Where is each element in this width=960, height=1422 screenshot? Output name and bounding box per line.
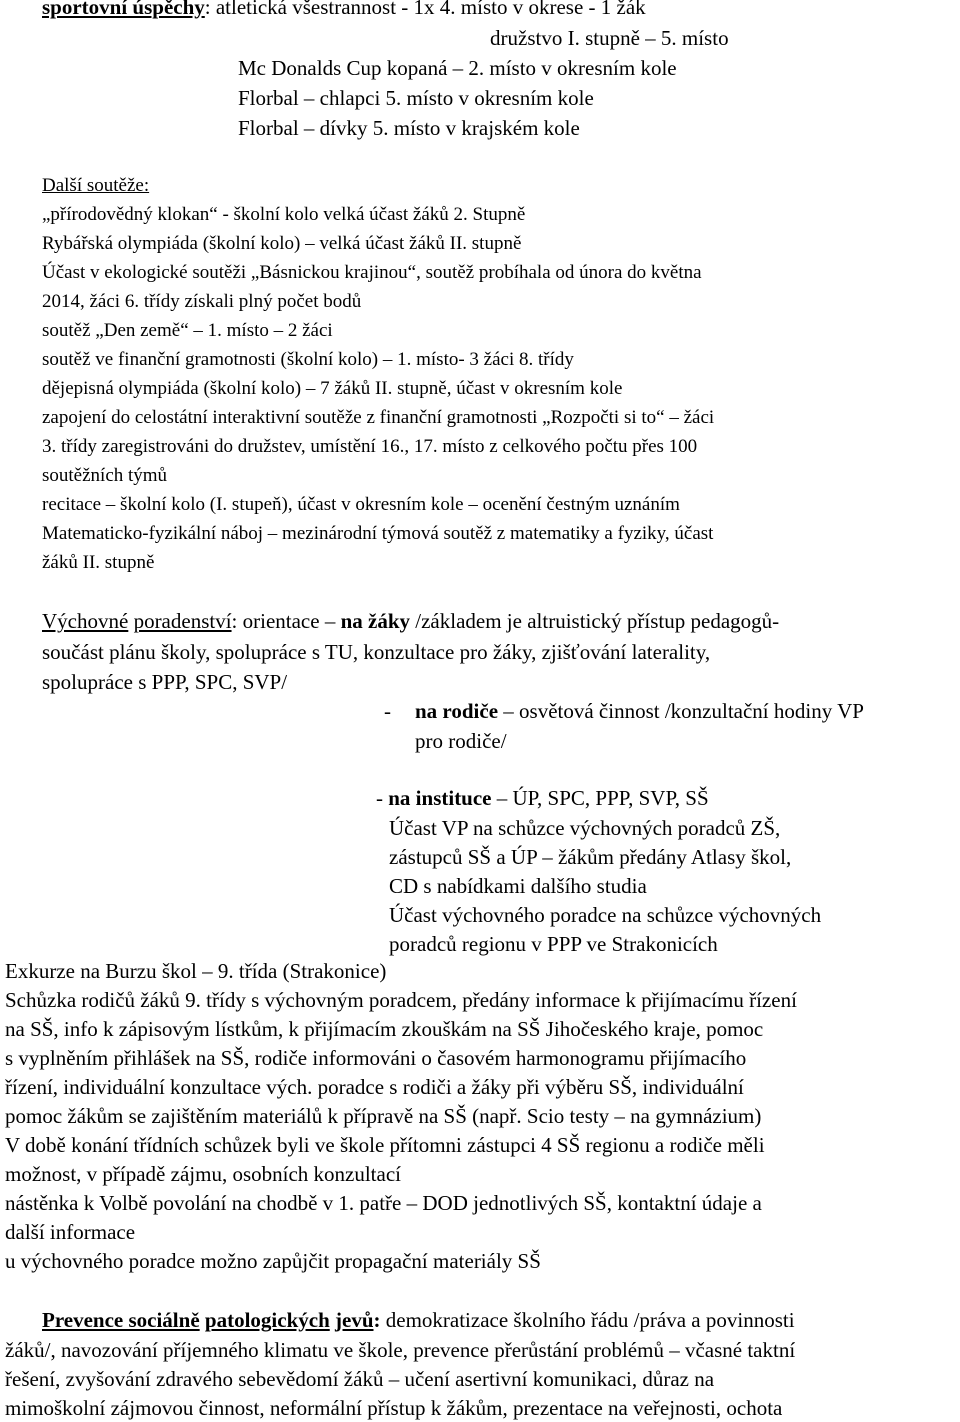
counseling-tail-line: u výchovného poradce možno zapůjčit propagační materiály SŠ (5, 1249, 541, 1273)
parents-bold: na rodiče (415, 699, 499, 723)
counseling-tail-line: řízení, individuální konzultace vých. poradce s rodiči a žáky při výběru SŠ, individuální (5, 1075, 744, 1099)
contests-line: Účast v ekologické soutěži „Básnickou krajinou“, soutěž probíhala od února do května (42, 262, 702, 283)
counseling-tail-line: na SŠ, info k zápisovým lístkům, k přijímacím zkouškám na SŠ Jihočeského kraje, pomoc (5, 1017, 764, 1041)
parents-dash: - (384, 699, 391, 723)
counseling-text-c: /základem je altruistický přístup pedagogů- (410, 609, 780, 633)
prevention-line: řešení, zvyšování zdravého sebevědomí žáků – učení asertivní komunikaci, důraz na (5, 1367, 715, 1391)
contests-line: Matematicko-fyzikální náboj – mezinárodní týmová soutěž z matematiky a fyziky, účast (42, 523, 714, 544)
prevention-heading-c: jevů (335, 1308, 374, 1332)
sport-line-1-text: : atletická všestrannost - 1x 4. místo v okrese - 1 žák (204, 0, 646, 19)
contests-line: zapojení do celostátní interaktivní soutěže z finanční gramotnosti „Rozpočti si to“ – žáci (42, 407, 715, 428)
sport-heading: sportovní úspěchy (42, 0, 205, 19)
institutions-line: poradců regionu v PPP ve Strakonicích (389, 932, 718, 956)
contests-line: 3. třídy zaregistrováni do družstev, umístění 16., 17. místo z celkového počtu přes 100 (42, 436, 698, 457)
counseling-tail-line: Schůzka rodičů žáků 9. třídy s výchovným poradcem, předány informace k přijímacímu řízení (5, 988, 797, 1012)
counseling-heading-b: poradenství (133, 609, 232, 633)
counseling-line-2: součást plánu školy, spolupráce s TU, konzultace pro žáky, zjišťování laterality, (42, 640, 711, 664)
institutions-line: zástupců SŠ a ÚP – žákům předány Atlasy škol, (389, 845, 792, 869)
sport-line-3: Mc Donalds Cup kopaná – 2. místo v okresním kole (238, 56, 677, 80)
institutions-line-1 (376, 784, 709, 812)
prevention-line: mimoškolní zájmovou činnost, neformální přístup k žákům, prezentace na veřejnosti, ochota (5, 1396, 783, 1420)
institutions-text: – ÚP, SPC, PPP, SVP, SŠ (491, 786, 709, 810)
counseling-tail-line: Exkurze na Burzu škol – 9. třída (Strakonice) (5, 959, 387, 983)
counseling-tail-line: další informace (5, 1220, 136, 1244)
prevention-text: demokratizace školního řádu /práva a povinnosti (380, 1308, 795, 1332)
counseling-tail-line: možnost, v případě zájmu, osobních konzultací (5, 1162, 401, 1186)
institutions-line: Účast výchovného poradce na schůzce výchovných (389, 903, 822, 927)
counseling-text-a: : orientace – (231, 609, 341, 633)
sport-line-4: Florbal – chlapci 5. místo v okresním kole (238, 86, 594, 110)
contests-line: 2014, žáci 6. třídy získali plný počet bodů (42, 291, 362, 312)
prevention-line: žáků/, navozování příjemného klimatu ve škole, prevence přerůstání problémů – včasné taktní (5, 1338, 796, 1362)
institutions-dash: - (376, 786, 389, 810)
parents-line-1 (415, 697, 864, 725)
contests-line: soutěž „Den země“ – 1. místo – 2 žáci (42, 320, 333, 341)
contests-line: Rybářská olympiáda (školní kolo) – velká účast žáků II. stupně (42, 233, 522, 254)
contests-line: soutěž ve finanční gramotnosti (školní kolo) – 1. místo- 3 žáci 8. třídy (42, 349, 574, 370)
institutions-bold: na instituce (388, 786, 492, 810)
contests-line: žáků II. stupně (42, 552, 155, 573)
prevention-heading-b: patologických (204, 1308, 330, 1332)
contests-line: soutěžních týmů (42, 465, 168, 486)
contests-line: „přírodovědný klokan“ - školní kolo velká účast žáků 2. Stupně (42, 204, 526, 225)
counseling-line-3: spolupráce s PPP, SPC, SVP/ (42, 670, 288, 694)
sport-line-2: družstvo I. stupně – 5. místo (490, 26, 729, 50)
counseling-bold-students: na žáky (340, 609, 411, 633)
counseling-heading-a: Výchovné (42, 609, 129, 633)
contests-line: recitace – školní kolo (I. stupeň), účast v okresním kole – ocenění čestným uznáním (42, 494, 680, 515)
prevention-heading-a: Prevence sociálně (42, 1308, 200, 1332)
sport-line-1 (42, 0, 646, 21)
prevention-heading-colon: : (373, 1308, 381, 1332)
counseling-tail-line: V době konání třídních schůzek byli ve škole přítomni zástupci 4 SŠ regionu a rodiče měli (5, 1133, 765, 1157)
counseling-tail-line: pomoc žákům se zajištěním materiálů k přípravě na SŠ (např. Scio testy – na gymnázium) (5, 1104, 762, 1128)
parents-line-2: pro rodiče/ (415, 729, 507, 753)
counseling-line-1 (42, 607, 779, 635)
sport-line-5: Florbal – dívky 5. místo v krajském kole (238, 116, 580, 140)
parents-text: – osvětová činnost /konzultační hodiny VP (498, 699, 864, 723)
institutions-line: Účast VP na schůzce výchovných poradců ZŠ, (389, 816, 781, 840)
contests-heading: Další soutěže: (42, 175, 150, 196)
prevention-line-1 (42, 1306, 795, 1334)
counseling-tail-line: nástěnka k Volbě povolání na chodbě v 1. patře – DOD jednotlivých SŠ, kontaktní údaje a (5, 1191, 762, 1215)
counseling-tail-line: s vyplněním přihlášek na SŠ, rodiče informováni o časovém harmonogramu přijímacího (5, 1046, 747, 1070)
institutions-line: CD s nabídkami dalšího studia (389, 874, 647, 898)
contests-line: dějepisná olympiáda (školní kolo) – 7 žáků II. stupně, účast v okresním kole (42, 378, 623, 399)
